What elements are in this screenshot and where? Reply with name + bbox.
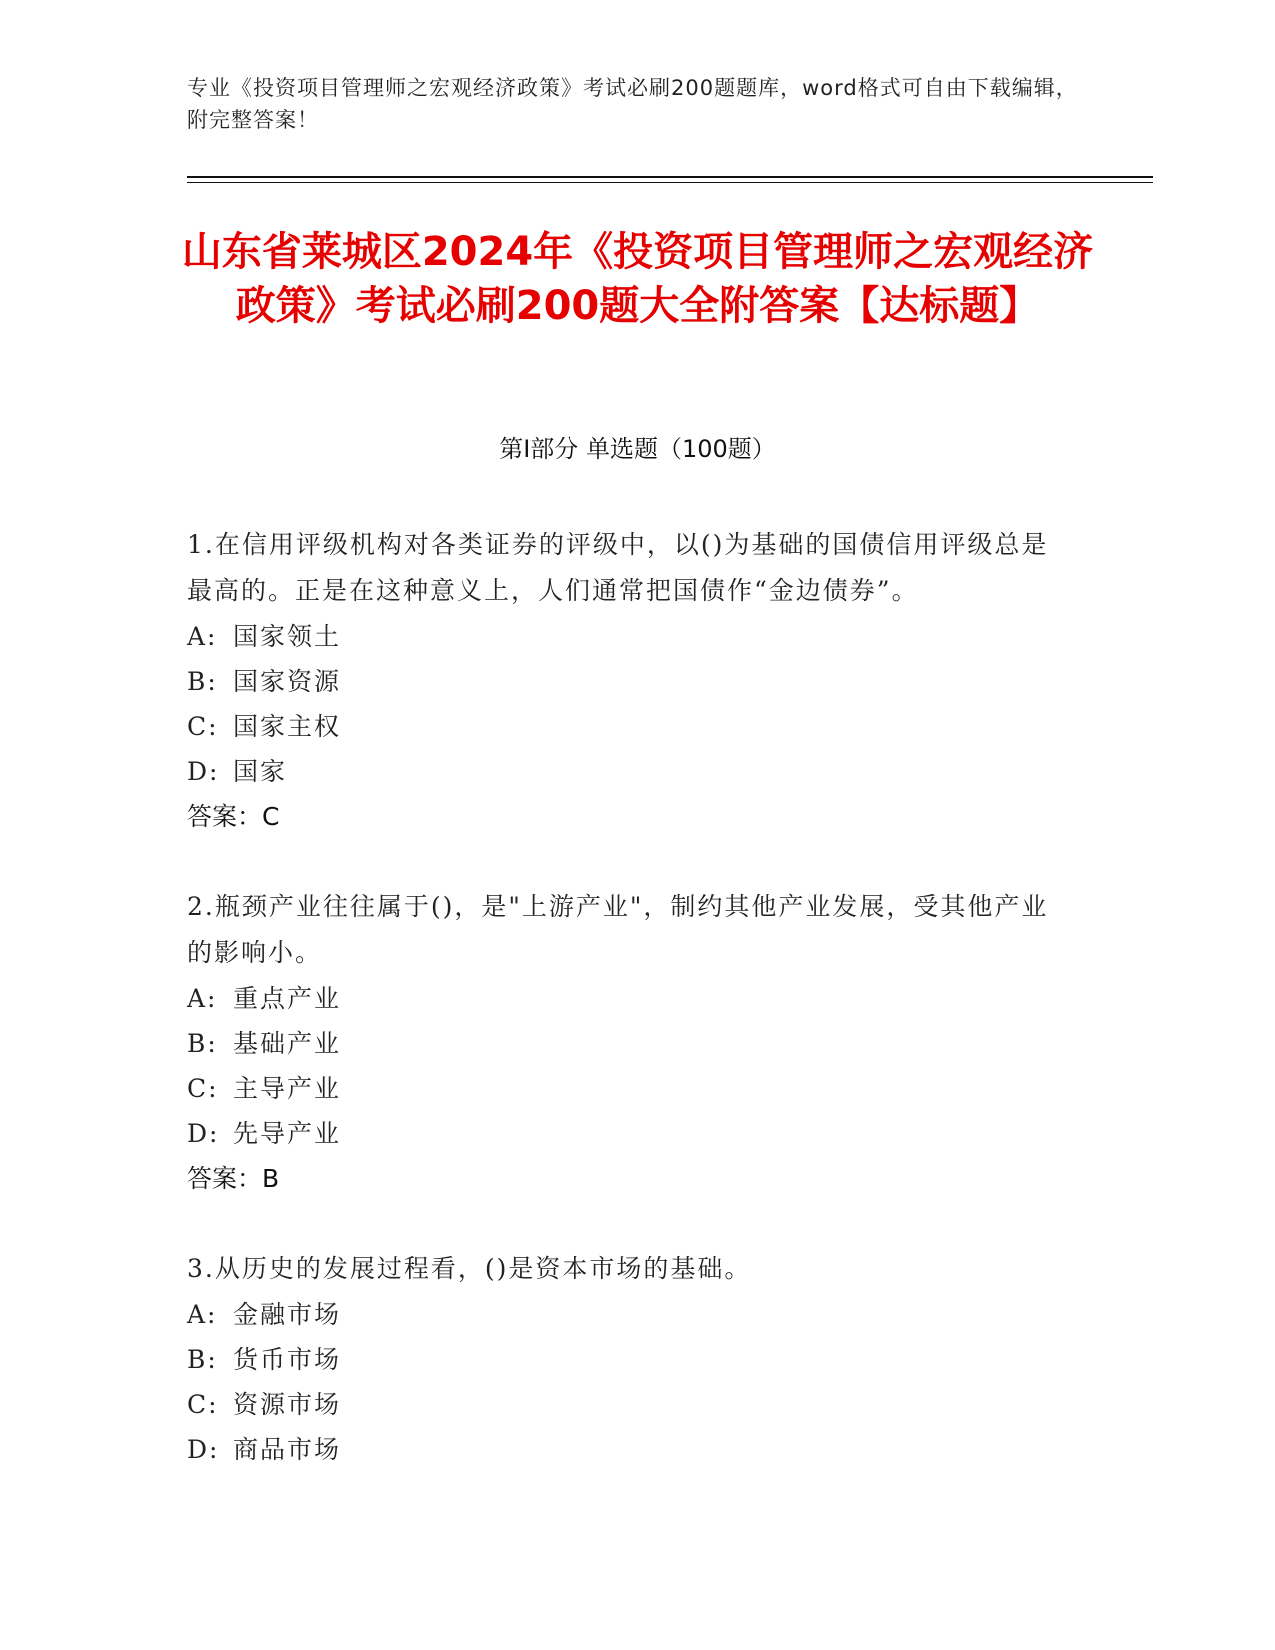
option-text: 国家领土 — [233, 622, 342, 651]
answer-line: 答案：C — [187, 802, 280, 831]
option-key: B: — [187, 667, 218, 696]
question-stem: 2.瓶颈产业往往属于()，是"上游产业"，制约其他产业发展，受其他产业的影响小。 — [187, 892, 1049, 967]
question-list — [187, 522, 1067, 1516]
option-text: 先导产业 — [233, 1119, 342, 1148]
option-key: D: — [187, 1435, 220, 1464]
option-text: 货币市场 — [233, 1345, 342, 1374]
question-3 — [187, 1246, 1067, 1472]
answer-line: 答案：B — [187, 1164, 280, 1193]
option-text: 重点产业 — [233, 984, 342, 1013]
option-key: A: — [187, 622, 218, 651]
option-d — [187, 749, 1067, 794]
question-2 — [187, 884, 1067, 1202]
option-text: 商品市场 — [233, 1435, 342, 1464]
header-divider-thin — [187, 182, 1153, 183]
option-key: A: — [187, 984, 218, 1013]
option-text: 基础产业 — [233, 1029, 342, 1058]
option-text: 国家 — [233, 757, 288, 786]
option-c — [187, 704, 1067, 749]
option-key: C: — [187, 1074, 219, 1103]
option-b — [187, 1021, 1067, 1066]
option-text: 主导产业 — [233, 1074, 342, 1103]
option-b — [187, 659, 1067, 704]
option-a — [187, 1292, 1067, 1337]
option-a — [187, 614, 1067, 659]
option-c — [187, 1382, 1067, 1427]
question-stem: 1.在信用评级机构对各类证券的评级中，以()为基础的国债信用评级总是最高的。正是在这种意义上，人们通常把国债作“金边债券”。 — [187, 530, 1049, 605]
option-c — [187, 1066, 1067, 1111]
option-text: 金融市场 — [233, 1300, 342, 1329]
header-note: 专业《投资项目管理师之宏观经济政策》考试必刷200题题库，word格式可自由下载编辑，附完整答案！ — [187, 76, 1078, 132]
option-key: C: — [187, 712, 219, 741]
option-d — [187, 1427, 1067, 1472]
question-stem: 3.从历史的发展过程看，()是资本市场的基础。 — [187, 1254, 752, 1283]
option-key: D: — [187, 1119, 220, 1148]
option-key: D: — [187, 757, 220, 786]
option-d — [187, 1111, 1067, 1156]
option-text: 国家主权 — [233, 712, 342, 741]
question-1 — [187, 522, 1067, 840]
option-key: B: — [187, 1345, 218, 1374]
option-text: 资源市场 — [233, 1390, 342, 1419]
document-title: 山东省莱城区2024年《投资项目管理师之宏观经济政策》考试必刷200题大全附答案【达标题】 — [181, 229, 1094, 329]
option-key: B: — [187, 1029, 218, 1058]
header-divider-thick — [187, 176, 1153, 178]
option-key: C: — [187, 1390, 219, 1419]
option-key: A: — [187, 1300, 218, 1329]
option-text: 国家资源 — [233, 667, 342, 696]
section-title: 第Ⅰ部分 单选题（100题） — [499, 435, 776, 463]
option-a — [187, 976, 1067, 1021]
option-b — [187, 1337, 1067, 1382]
